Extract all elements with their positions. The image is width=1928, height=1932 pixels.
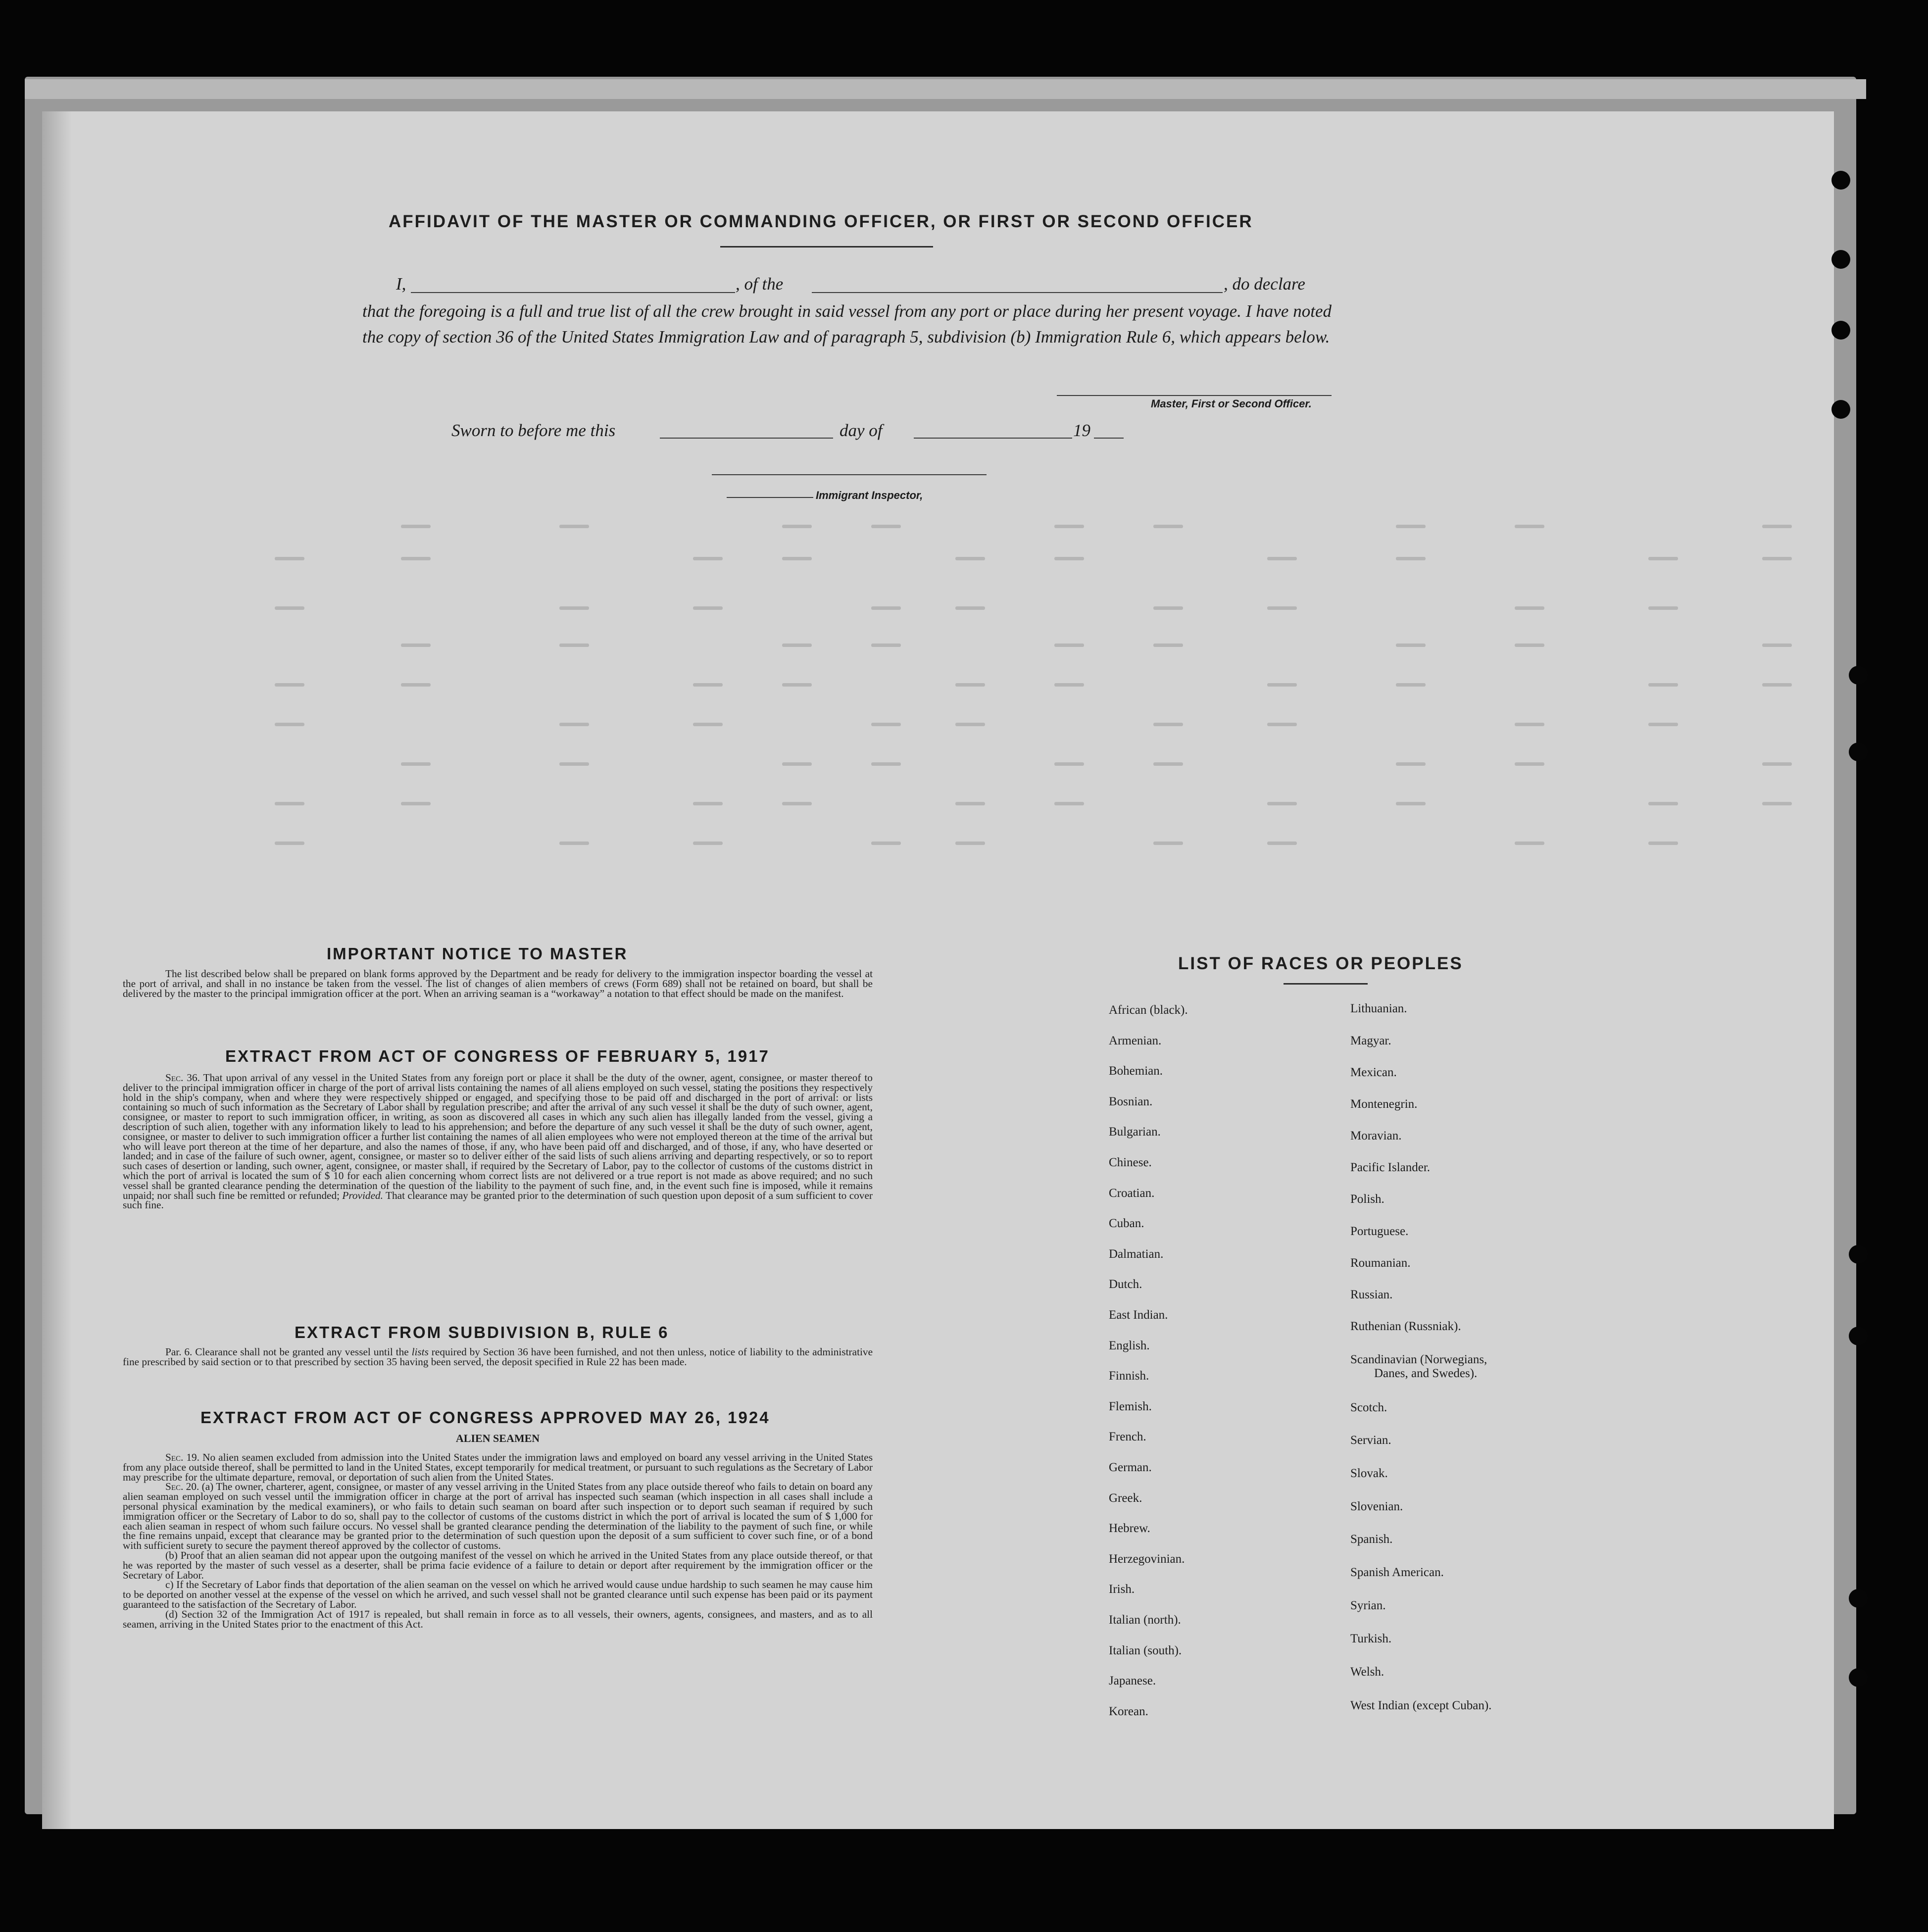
race-item: Lithuanian. bbox=[1350, 1002, 1407, 1015]
punch-hole bbox=[1849, 666, 1868, 685]
sworn-year-blank[interactable] bbox=[1094, 438, 1124, 439]
race-item: Croatian. bbox=[1109, 1186, 1155, 1200]
lists-word: lists bbox=[411, 1346, 429, 1358]
inspector-signature-blank[interactable] bbox=[712, 474, 987, 475]
race-item: Turkish. bbox=[1350, 1632, 1392, 1645]
race-item: West Indian (except Cuban). bbox=[1350, 1699, 1492, 1712]
sworn-date-blank[interactable] bbox=[660, 438, 833, 439]
race-item: Portuguese. bbox=[1350, 1225, 1409, 1238]
show-through-mark bbox=[1762, 525, 1792, 528]
paragraph-6 bbox=[123, 1347, 873, 1367]
race-item: Bohemian. bbox=[1109, 1064, 1163, 1078]
show-through-mark bbox=[1267, 723, 1297, 726]
show-through-mark bbox=[1396, 683, 1426, 687]
race-item: Pacific Islander. bbox=[1350, 1161, 1431, 1174]
race-item: Dalmatian. bbox=[1109, 1247, 1164, 1261]
show-through-mark bbox=[1515, 644, 1544, 647]
show-through-mark bbox=[1648, 683, 1678, 687]
section-19-paragraph bbox=[123, 1453, 873, 1482]
section-19-label: Sec. 19. bbox=[165, 1451, 200, 1463]
show-through-mark bbox=[1054, 762, 1084, 766]
show-through-mark bbox=[1396, 762, 1426, 766]
race-item: Chinese. bbox=[1109, 1156, 1152, 1169]
race-item: Danes, and Swedes). bbox=[1374, 1367, 1478, 1380]
show-through-mark bbox=[1762, 802, 1792, 805]
race-item: Polish. bbox=[1350, 1192, 1384, 1206]
punch-hole bbox=[1849, 1668, 1868, 1687]
race-item: African (black). bbox=[1109, 1003, 1188, 1017]
race-item: English. bbox=[1109, 1338, 1150, 1352]
punch-hole bbox=[1831, 250, 1850, 269]
show-through-mark bbox=[871, 842, 901, 845]
show-through-mark bbox=[401, 762, 431, 766]
notice-text bbox=[123, 969, 873, 998]
show-through-mark bbox=[1267, 683, 1297, 687]
show-through-mark bbox=[693, 723, 723, 726]
section-36-paragraph bbox=[123, 1073, 873, 1210]
show-through-mark bbox=[1153, 606, 1183, 610]
show-through-mark bbox=[559, 525, 589, 528]
race-item: Cuban. bbox=[1109, 1217, 1144, 1231]
race-item: Finnish. bbox=[1109, 1369, 1149, 1383]
punch-hole bbox=[1831, 400, 1850, 419]
show-through-mark bbox=[275, 557, 304, 560]
show-through-mark bbox=[1515, 762, 1544, 766]
show-through-mark bbox=[401, 802, 431, 805]
name-blank[interactable] bbox=[411, 292, 735, 293]
affidavit-title: AFFIDAVIT OF THE MASTER OR COMMANDING OFFICER, OR FIRST OR SECOND OFFICER bbox=[389, 212, 1253, 231]
show-through-mark bbox=[955, 557, 985, 560]
race-item: Spanish. bbox=[1350, 1533, 1393, 1546]
race-item: Scotch. bbox=[1350, 1401, 1387, 1414]
sworn-label: Sworn to before me this bbox=[451, 421, 616, 440]
race-item: Dutch. bbox=[1109, 1278, 1142, 1291]
show-through-mark bbox=[1054, 525, 1084, 528]
show-through-mark bbox=[401, 644, 431, 647]
show-through-mark bbox=[1153, 762, 1183, 766]
show-through-mark bbox=[955, 802, 985, 805]
show-through-mark bbox=[1153, 842, 1183, 845]
signature-blank[interactable] bbox=[1057, 395, 1332, 396]
race-item: Scandinavian (Norwegians, bbox=[1350, 1353, 1487, 1366]
race-item: Hebrew. bbox=[1109, 1522, 1150, 1536]
affidavit-declaration: that the foregoing is a full and true list of all the crew brought in said vessel from any port or place during her present voyage. I have noted the copy of section 36 of the United States Immigration Law and of paragraph 5, subdivision (b) Immigration Rule 6, which appears below. bbox=[362, 301, 1332, 347]
rule6-text-part-b: required by Section 36 have been furnished, and not then unless, notice of liability to the administrative fine prescribed by said section or to that prescribed by section 35 having been served, the deposit specified in Rule 22 has been made. bbox=[123, 1346, 873, 1368]
affidavit-of-the-label: , of the bbox=[736, 274, 784, 294]
show-through-mark bbox=[275, 683, 304, 687]
race-item: Herzegovinian. bbox=[1109, 1552, 1185, 1566]
sworn-month-blank[interactable] bbox=[914, 438, 1072, 439]
races-title: LIST OF RACES OR PEOPLES bbox=[1178, 954, 1463, 973]
show-through-mark bbox=[871, 525, 901, 528]
show-through-mark bbox=[782, 644, 812, 647]
show-through-mark bbox=[1648, 842, 1678, 845]
rule6-text-part-a: Clearance shall not be granted any vessel until the bbox=[195, 1346, 409, 1358]
show-through-mark bbox=[1515, 723, 1544, 726]
show-through-mark bbox=[1396, 644, 1426, 647]
extract-1917-text bbox=[123, 1073, 873, 1210]
alien-seamen-subheading: ALIEN SEAMEN bbox=[455, 1432, 540, 1444]
race-item: Ruthenian (Russniak). bbox=[1350, 1320, 1461, 1333]
signature-caption: Master, First or Second Officer. bbox=[1151, 397, 1312, 410]
punch-hole bbox=[1849, 1589, 1868, 1608]
back-sheet-edge bbox=[25, 79, 1866, 99]
section-20-a-text: (a) The owner, charterer, agent, consignee, or master of any vessel arriving in the United States from any place outside thereof who fails to detain on board any alien seaman employed on such vessel until the immigration officer in charge at the port of arrival has inspected such seaman (which inspection in all cases shall include a personal physical examination by the medical examiners), or who fails to detain such seaman on board after such inspection or to deport such seaman if required by such immigration officer or the Secretary of Labor to do so, shall pay to the collector of customs of the customs district in which the port of arrival is located the sum of $ 1,000 for each alien seaman in respect of whom such failure occurs. No vessel shall be granted clearance pending the determination of the liability to the payment of such fine, or while the fine remains unpaid, except that clearance may be granted prior to the determination of such question upon the deposit of a sum sufficient to cover such fine, or of a bond with sufficient surety to secure the payment thereof approved by the collector of customs. bbox=[123, 1481, 873, 1552]
punch-hole bbox=[1831, 171, 1850, 190]
show-through-mark bbox=[693, 802, 723, 805]
race-item: Greek. bbox=[1109, 1491, 1142, 1505]
show-through-mark bbox=[871, 723, 901, 726]
show-through-mark bbox=[275, 606, 304, 610]
show-through-mark bbox=[955, 723, 985, 726]
show-through-mark bbox=[1762, 762, 1792, 766]
show-through-mark bbox=[871, 606, 901, 610]
race-item: Magyar. bbox=[1350, 1034, 1391, 1047]
race-item: Italian (south). bbox=[1109, 1643, 1182, 1657]
show-through-mark bbox=[1267, 606, 1297, 610]
show-through-mark bbox=[559, 723, 589, 726]
show-through-mark bbox=[693, 557, 723, 560]
show-through-mark bbox=[275, 723, 304, 726]
show-through-mark bbox=[782, 683, 812, 687]
show-through-mark bbox=[559, 644, 589, 647]
show-through-mark bbox=[1396, 557, 1426, 560]
show-through-mark bbox=[1515, 842, 1544, 845]
show-through-mark bbox=[955, 842, 985, 845]
show-through-mark bbox=[275, 842, 304, 845]
race-item: Bulgarian. bbox=[1109, 1125, 1161, 1139]
section-20-paragraph bbox=[123, 1482, 873, 1551]
extract-1924-heading: EXTRACT FROM ACT OF CONGRESS APPROVED MAY 26, 1924 bbox=[200, 1408, 770, 1427]
show-through-mark bbox=[1267, 842, 1297, 845]
race-item: German. bbox=[1109, 1461, 1152, 1474]
show-through-mark bbox=[693, 683, 723, 687]
race-item: Servian. bbox=[1350, 1434, 1391, 1447]
extract-1924-text bbox=[123, 1453, 873, 1629]
show-through-mark bbox=[1054, 644, 1084, 647]
race-item: Bosnian. bbox=[1109, 1094, 1153, 1108]
race-item: Syrian. bbox=[1350, 1599, 1386, 1612]
show-through-mark bbox=[1762, 683, 1792, 687]
show-through-mark bbox=[1054, 683, 1084, 687]
race-item: Italian (north). bbox=[1109, 1613, 1181, 1627]
race-item: French. bbox=[1109, 1430, 1146, 1444]
extract-1917-heading: EXTRACT FROM ACT OF CONGRESS OF FEBRUARY 5, 1917 bbox=[225, 1047, 770, 1065]
show-through-mark bbox=[1396, 802, 1426, 805]
show-through-mark bbox=[401, 683, 431, 687]
race-item: Flemish. bbox=[1109, 1399, 1152, 1413]
inspector-name-blank[interactable] bbox=[727, 497, 813, 498]
inspector-caption: Immigrant Inspector, bbox=[816, 489, 923, 501]
show-through-mark bbox=[782, 762, 812, 766]
section-20-d-paragraph: (d) Section 32 of the Immigration Act of 1917 is repealed, but shall remain in force as to all vessels, their owners, agents, consignees, and masters, and as to all seamen, arriving in the United States prior to the enactment of this Act. bbox=[123, 1608, 873, 1630]
punch-hole bbox=[1849, 1245, 1868, 1264]
show-through-mark bbox=[559, 606, 589, 610]
race-item: Roumanian. bbox=[1350, 1256, 1411, 1270]
race-item: Welsh. bbox=[1350, 1665, 1384, 1679]
show-through-mark bbox=[1648, 723, 1678, 726]
race-item: Japanese. bbox=[1109, 1674, 1156, 1688]
show-through-mark bbox=[1515, 525, 1544, 528]
alien-seamen-row bbox=[123, 1432, 873, 1447]
show-through-mark bbox=[1396, 525, 1426, 528]
race-item: Korean. bbox=[1109, 1704, 1148, 1718]
show-through-mark bbox=[401, 557, 431, 560]
notice-paragraph: The list described below shall be prepared on blank forms approved by the Department and be ready for delivery to the immigration inspector boarding the vessel at the port of arrival, and shall in no instance be taken from the vessel. The list of changes of alien members of crews (Form 689) shall not be retained on board, but shall be delivered by the master to the principal immigration officer at the port. When an arriving seaman is a “workaway” a notation to that effect should be made on the manifest. bbox=[123, 968, 873, 999]
show-through-mark bbox=[782, 557, 812, 560]
race-item: Slovak. bbox=[1350, 1467, 1388, 1480]
show-through-mark bbox=[1515, 606, 1544, 610]
show-through-mark bbox=[782, 802, 812, 805]
race-item: East Indian. bbox=[1109, 1308, 1168, 1322]
section-20-c-paragraph: c) If the Secretary of Labor finds that deportation of the alien seaman on the vessel on which he arrived would cause undue hardship to such seamen he may cause him to be deported on another vessel at the expense of the vessel on which he arrived, and such vessel shall not be granted clearance until such expense has been paid or its payment guaranteed to the satisfaction of the Secretary of Labor. bbox=[123, 1579, 873, 1610]
show-through-mark bbox=[871, 762, 901, 766]
race-item: Slovenian. bbox=[1350, 1500, 1403, 1513]
extract-rule6-text bbox=[123, 1347, 873, 1367]
race-item: Moravian. bbox=[1350, 1129, 1402, 1142]
show-through-mark bbox=[1153, 723, 1183, 726]
show-through-mark bbox=[693, 842, 723, 845]
show-through-mark bbox=[1054, 802, 1084, 805]
title-divider bbox=[720, 246, 933, 248]
race-item: Irish. bbox=[1109, 1583, 1135, 1596]
paragraph-label: Par. 6. bbox=[165, 1346, 193, 1358]
section-36-text: That upon arrival of any vessel in the United States from any foreign port or place it shall be the duty of the owner, agent, consignee, or master thereof to deliver to the principal immigration officer in charge of the port of arrival lists containing the names of all aliens employed on such vessel, stating the positions they respectively hold in the ship's company, when and where they were respectively shipped or engaged, and specifying those to be paid off and discharged in the port of arrival: or lists containing so much of such information as the Secretary of Labor shall by regulation prescribe; and after the arrival of any such vessel it shall be the duty of such owner, agent, consignee, or master to report to such immigration officer, in writing, as soon as discovered all cases in which any such alien has illegally landed from the vessel, giving a description of such alien, together with any information likely to lead to his apprehension; and before the departure of any such vessel it shall be the duty of such owner, agent, consignee, or master to deliver to such immigration officer a further list containing the names of all alien employees who were not employed thereon at the time of the arrival but who will leave port thereon at the time of her departure, and also the names of those, if any, who have been paid off and discharged, and of those, if any, who have deserted or landed; and in case of the failure of such owner, agent, consignee, or master so to deliver either of the said lists of such aliens arriving and departing respectively, or so to report such cases of desertion or landing, such owner, agent, consignee, or master shall, if required by the Secretary of Labor, pay to the collector of customs of the customs district in which the port of arrival is located the sum of $ 10 for each alien concerning whom correct lists are not delivered or a true report is not made as above required; and no such vessel shall be granted clearance pending the determination of the question of the liability to the payment of such fine, and, in the event such fine is imposed, while it remains unpaid; nor shall such fine be remitted or refunded; bbox=[123, 1072, 873, 1201]
show-through-mark bbox=[1153, 525, 1183, 528]
show-through-mark bbox=[1762, 557, 1792, 560]
day-of-label: day of bbox=[840, 421, 883, 440]
affidavit-declare-label: , do declare bbox=[1224, 274, 1305, 294]
show-through-mark bbox=[1648, 606, 1678, 610]
show-through-mark bbox=[559, 842, 589, 845]
show-through-mark bbox=[1054, 557, 1084, 560]
punch-hole bbox=[1849, 1327, 1868, 1345]
show-through-mark bbox=[693, 606, 723, 610]
show-through-mark bbox=[559, 762, 589, 766]
section-label: Sec. 36. bbox=[165, 1072, 200, 1084]
section-19-text: No alien seamen excluded from admission into the United States under the immigration laws and employed on board any vessel arriving in the United States from any place outside thereof, shall be permitted to land in the United States, except temporarily for medical treatment, or pursuant to such regulations as the Secretary of Labor may prescribe for the ultimate departure, removal, or deportation of such alien from the United States. bbox=[123, 1451, 873, 1483]
race-item: Spanish American. bbox=[1350, 1566, 1444, 1579]
race-item: Mexican. bbox=[1350, 1066, 1397, 1079]
affidavit-i-label: I, bbox=[396, 274, 406, 294]
page-shadow bbox=[42, 111, 72, 1829]
proviso-text: That clearance may be granted prior to the determination of such question upon deposit of a sum sufficient to cover such fine. bbox=[123, 1189, 873, 1211]
show-through-mark bbox=[1267, 802, 1297, 805]
show-through-mark bbox=[1648, 557, 1678, 560]
proviso-word: Provided. bbox=[342, 1189, 383, 1201]
show-through-mark bbox=[1267, 557, 1297, 560]
vessel-blank[interactable] bbox=[812, 292, 1223, 293]
section-20-label: Sec. 20. bbox=[165, 1481, 199, 1493]
notice-heading: IMPORTANT NOTICE TO MASTER bbox=[327, 944, 628, 963]
show-through-mark bbox=[782, 525, 812, 528]
show-through-mark bbox=[401, 525, 431, 528]
extract-rule6-heading: EXTRACT FROM SUBDIVISION B, RULE 6 bbox=[295, 1323, 669, 1341]
show-through-mark bbox=[1762, 644, 1792, 647]
show-through-mark bbox=[275, 802, 304, 805]
races-title-divider bbox=[1284, 983, 1368, 985]
section-20-b-paragraph: (b) Proof that an alien seaman did not appear upon the outgoing manifest of the vessel on which he arrived in the United States from any place outside thereof, or that he was reported by the master of such vessel as a deserter, shall be prima facie evidence of a failure to detain or deport after requirement by the immigration officer or the Secretary of Labor. bbox=[123, 1549, 873, 1581]
punch-hole bbox=[1831, 321, 1850, 340]
race-item: Russian. bbox=[1350, 1288, 1393, 1301]
show-through-mark bbox=[955, 683, 985, 687]
punch-hole bbox=[1849, 743, 1868, 761]
show-through-mark bbox=[871, 644, 901, 647]
race-item: Montenegrin. bbox=[1350, 1097, 1418, 1111]
show-through-mark bbox=[955, 606, 985, 610]
show-through-mark bbox=[1153, 644, 1183, 647]
show-through-mark bbox=[1648, 802, 1678, 805]
race-item: Armenian. bbox=[1109, 1034, 1162, 1047]
year-prefix: 19 bbox=[1073, 421, 1090, 440]
